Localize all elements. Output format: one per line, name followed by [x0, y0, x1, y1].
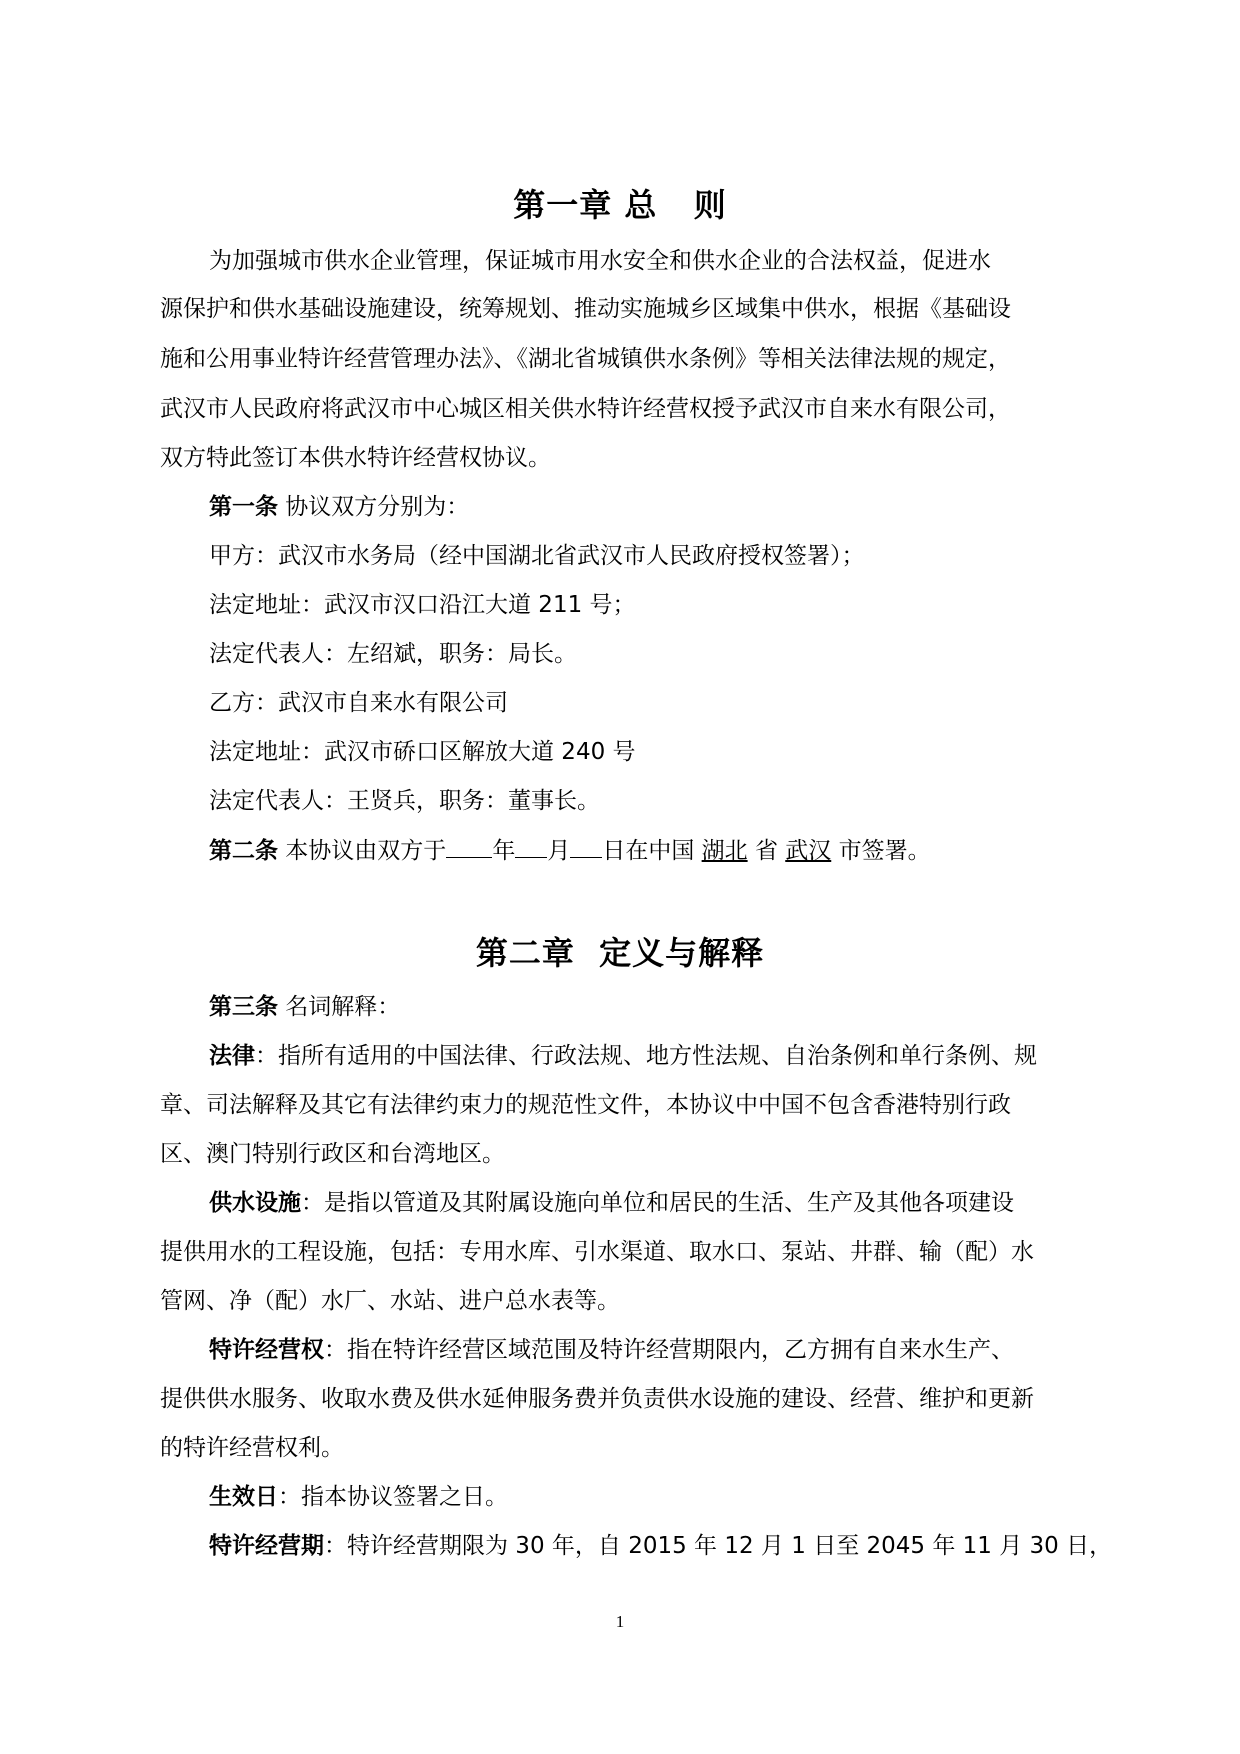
- definition-franchise-period-term: 特许经营期: [209, 1533, 324, 1559]
- preamble-line-4: 武汉市人民政府将武汉市中心城区相关供水特许经营权授予武汉市自来水有限公司，: [160, 396, 1011, 422]
- article-3-label: 第三条: [209, 994, 278, 1020]
- article-1-text: 协议双方分别为：: [278, 494, 470, 520]
- definition-law-text-1: ：指所有适用的中国法律、行政法规、地方性法规、自治条例和单行条例、规: [255, 1043, 1037, 1069]
- party-b-representative: 法定代表人：王贤兵，职务：董事长。: [209, 788, 600, 814]
- definition-franchise-term: 特许经营权: [209, 1337, 324, 1363]
- party-a: 甲方：武汉市水务局（经中国湖北省武汉市人民政府授权签署）；: [209, 543, 865, 569]
- city-name: 武汉: [785, 838, 832, 864]
- month-blank: [515, 835, 547, 858]
- party-a-address: 法定地址：武汉市汉口沿江大道 211 号；: [209, 592, 636, 618]
- chapter-1-title: 第一章 总 则: [513, 186, 727, 224]
- day-blank: [570, 835, 602, 858]
- party-b: 乙方：武汉市自来水有限公司: [209, 690, 508, 716]
- definition-law-line-1: [209, 1041, 1037, 1071]
- article-3-text: 名词解释：: [278, 994, 401, 1020]
- definition-franchise-period-text: ：特许经营期限为 30 年，自 2015 年 12 月 1 日至 2045 年 11 月 30 日，: [324, 1533, 1113, 1559]
- month-label: 月: [547, 838, 571, 864]
- definition-law-line-2: 章、司法解释及其它有法律约束力的规范性文件，本协议中中国不包含香港特别行政: [160, 1092, 1011, 1118]
- definition-facilities-line-1: [209, 1188, 1014, 1218]
- article-2-text: 本协议由双方于: [278, 838, 447, 864]
- article-3: [209, 992, 400, 1022]
- definition-facilities-line-3: 管网、净（配）水厂、水站、进户总水表等。: [160, 1288, 620, 1314]
- city-suffix: 市签署。: [838, 838, 931, 864]
- province-name: 湖北: [701, 838, 748, 864]
- definition-facilities-text-1: ：是指以管道及其附属设施向单位和居民的生活、生产及其他各项建设: [301, 1190, 1014, 1216]
- article-1: [209, 492, 469, 522]
- definition-franchise-line-2: 提供供水服务、收取水费及供水延伸服务费并负责供水设施的建设、经营、维护和更新: [160, 1386, 1034, 1412]
- year-label: 年: [492, 838, 516, 864]
- chapter-2-title: 第二章 定义与解释: [475, 934, 765, 972]
- definition-franchise-line-3: 的特许经营权利。: [160, 1435, 344, 1461]
- definition-facilities-term: 供水设施: [209, 1190, 301, 1216]
- preamble-line-2: 源保护和供水基础设施建设，统筹规划、推动实施城乡区域集中供水，根据《基础设: [160, 296, 1011, 322]
- article-1-label: 第一条: [209, 494, 278, 520]
- definition-franchise-text-1: ：指在特许经营区域范围及特许经营期限内，乙方拥有自来水生产、: [324, 1337, 1014, 1363]
- preamble-line-3: 施和公用事业特许经营管理办法》、《湖北省城镇供水条例》等相关法律法规的规定，: [160, 346, 1011, 372]
- definition-effective-date-term: 生效日: [209, 1484, 278, 1510]
- preamble-line-5: 双方特此签订本供水特许经营权协议。: [160, 445, 551, 471]
- year-blank: [446, 835, 492, 858]
- article-2-label: 第二条: [209, 838, 278, 864]
- party-b-address: 法定地址：武汉市硚口区解放大道 240 号: [209, 739, 636, 765]
- preamble-line-1: 为加强城市供水企业管理，保证城市用水安全和供水企业的合法权益，促进水: [209, 248, 991, 274]
- definition-effective-date-text: ：指本协议签署之日。: [278, 1484, 508, 1510]
- definition-law-line-3: 区、澳门特别行政区和台湾地区。: [160, 1141, 505, 1167]
- party-a-representative: 法定代表人：左绍斌，职务：局长。: [209, 641, 577, 667]
- day-location-prefix: 日在中国: [602, 838, 695, 864]
- definition-facilities-line-2: 提供用水的工程设施，包括：专用水库、引水渠道、取水口、泵站、井群、输（配）水: [160, 1239, 1034, 1265]
- province-suffix: 省: [754, 838, 778, 864]
- definition-effective-date: [209, 1482, 508, 1512]
- definition-franchise-line-1: [209, 1335, 1014, 1365]
- definition-franchise-period: [209, 1531, 1112, 1561]
- definition-law-term: 法律: [209, 1043, 255, 1069]
- article-2: [209, 835, 931, 866]
- page-number: 1: [615, 1612, 625, 1631]
